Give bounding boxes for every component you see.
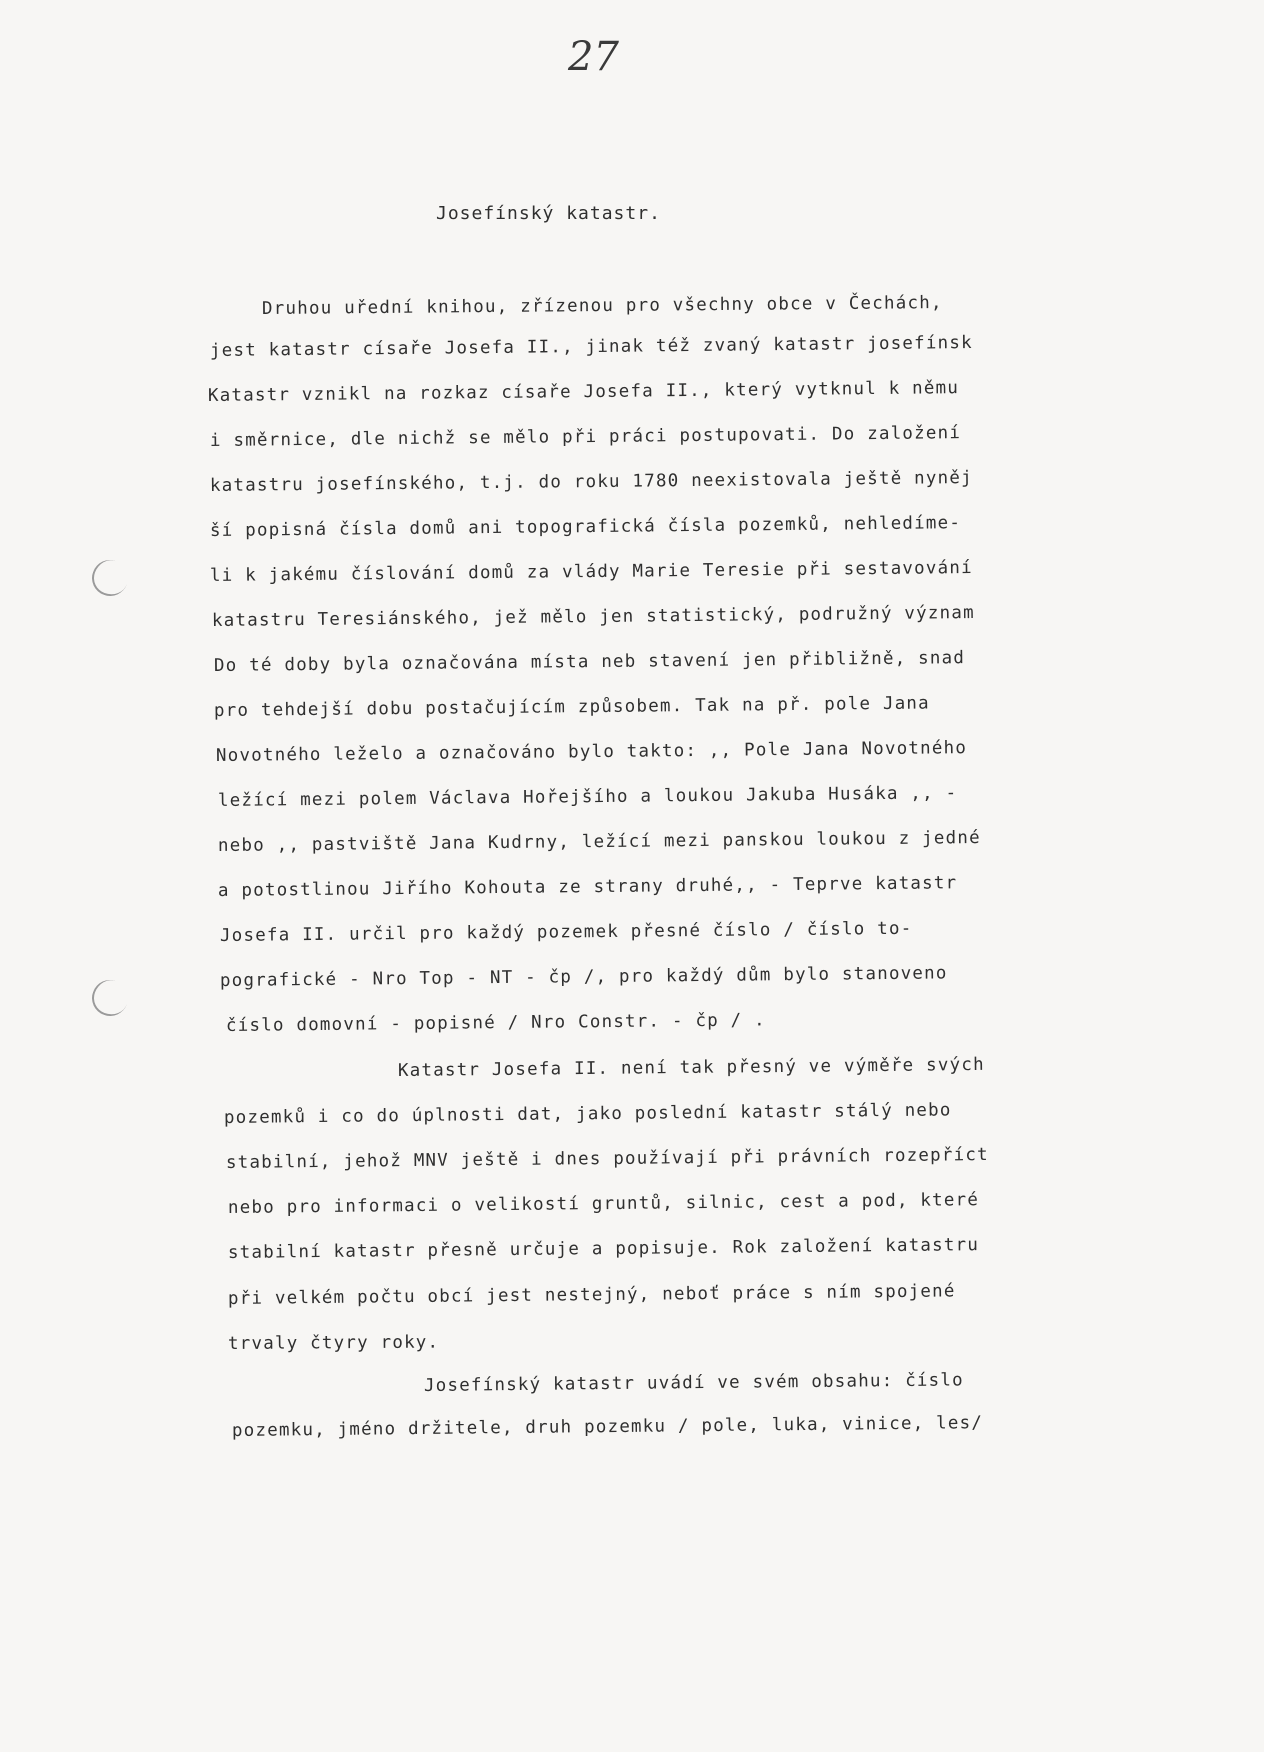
body-line-9: Do té doby byla označována místa neb stavení jen přibližně, snad — [213, 648, 966, 676]
body-line-18: Katastr Josefa II. není tak přesný ve výměře svých — [397, 1054, 985, 1081]
body-line-15: Josefa II. určil pro každý pozemek přesné číslo / číslo to- — [219, 918, 913, 946]
body-line-13: nebo ,, pastviště Jana Kudrny, ležící mezi panskou loukou z jedné — [217, 828, 981, 856]
body-line-23: při velkém počtu obcí jest nestejný, neboť práce s ním spojené — [227, 1281, 956, 1309]
body-line-3: Katastr vznikl na rozkaz císaře Josefa II., který vytknul k němu — [207, 378, 960, 406]
body-line-8: katastru Teresiánského, jež mělo jen statistický, podružný význam — [211, 603, 975, 631]
body-line-11: Novotného leželo a označováno bylo takto: ,, Pole Jana Novotného — [215, 738, 968, 766]
body-line-6: ší popisná čísla domů ani topografická čísla pozemků, nehledíme- — [209, 513, 962, 541]
body-line-4: i směrnice, dle nichž se mělo při práci postupovati. Do založení — [209, 423, 962, 451]
body-line-20: stabilní, jehož MNV ještě i dnes používají při právních rozepříct — [225, 1145, 989, 1173]
body-line-19: pozemků i co do úplnosti dat, jako poslední katastr stálý nebo — [223, 1100, 952, 1128]
body-line-14: a potostlinou Jiřího Kohouta ze strany druhé,, - Teprve katastr — [217, 873, 958, 901]
document-title: Josefínský katastr. — [436, 203, 661, 224]
page-number: 27 — [568, 34, 619, 80]
body-line-17: číslo domovní - popisné / Nro Constr. - čp / . — [225, 1010, 766, 1036]
body-line-21: nebo pro informaci o velikostí gruntů, silnic, cest a pod, které — [227, 1190, 980, 1218]
body-line-25: Josefínský katastr uvádí ve svém obsahu: číslo — [423, 1370, 964, 1396]
body-line-16: pografické - Nro Top - NT - čp /, pro každý dům bylo stanoveno — [219, 963, 948, 991]
body-line-2: jest katastr císaře Josefa II., jinak též zvaný katastr josefínsk — [209, 333, 973, 361]
body-line-22: stabilní katastr přesně určuje a popisuje. Rok založení katastru — [227, 1235, 980, 1263]
body-line-12: ležící mezi polem Václava Hořejšího a loukou Jakuba Husáka ,, - — [217, 783, 958, 811]
body-line-26: pozemku, jméno držitele, druh pozemku / pole, luka, vinice, les/ — [231, 1413, 984, 1441]
punch-hole-upper — [87, 555, 133, 601]
body-line-24: trvaly čtyry roky. — [227, 1332, 440, 1354]
punch-hole-lower — [87, 975, 133, 1021]
body-line-1: Druhou uřední knihou, zřízenou pro všechny obce v Čechách, — [261, 293, 943, 319]
body-line-7: li k jakému číslování domů za vlády Marie Teresie při sestavování — [209, 558, 973, 586]
body-line-5: katastru josefínského, t.j. do roku 1780 neexistovala ještě nyněj — [209, 468, 973, 496]
body-line-10: pro tehdejší dobu postačujícím způsobem. Tak na př. pole Jana — [213, 693, 930, 721]
